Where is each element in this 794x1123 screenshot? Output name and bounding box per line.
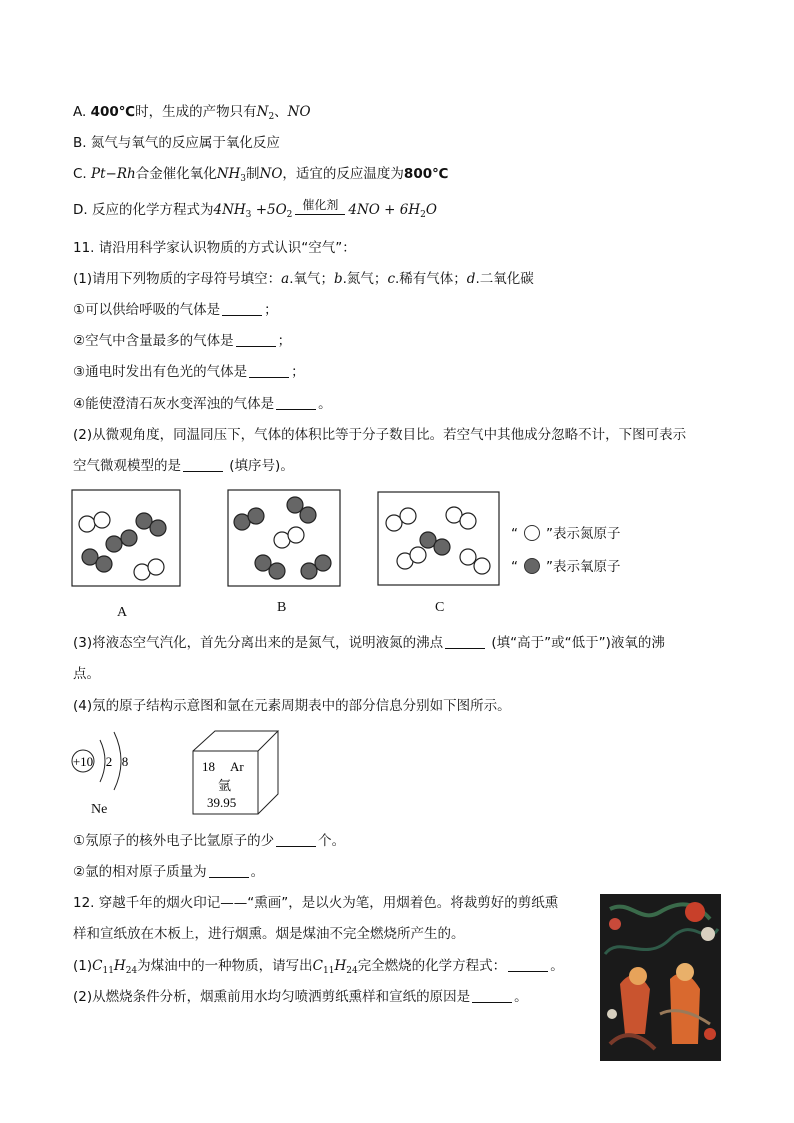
- answer-blank[interactable]: [236, 332, 276, 347]
- answer-blank[interactable]: [222, 301, 262, 316]
- neon-atom-diagram: [70, 726, 150, 796]
- answer-blank[interactable]: [472, 988, 512, 1003]
- q11-subq2: ②空气中含量最多的气体是 ；: [73, 333, 292, 349]
- smoke-painting-image: [600, 894, 721, 1061]
- q11-part4-subq1: ①氖原子的核外电子比氩原子的少 个。: [73, 833, 346, 849]
- nitrogen-atom-icon: [524, 525, 540, 541]
- answer-blank[interactable]: [276, 832, 316, 847]
- ne-symbol: Ne: [91, 802, 108, 817]
- answer-blank[interactable]: [249, 363, 289, 378]
- q11-part4-intro: (4)氖的原子结构示意图和氩在元素周期表中的部分信息分别如下图所示。: [73, 698, 511, 714]
- ne-nucleus: +10: [72, 754, 94, 769]
- formula-n2: $N_2$: [256, 104, 275, 122]
- answer-blank[interactable]: [209, 863, 249, 878]
- q11-part1-intro: (1)请用下列物质的字母符号填空：a.氧气；b.氮气；c.稀有气体；d.二氧化碳: [73, 271, 534, 287]
- q11-subq1: ①可以供给呼吸的气体是 ；: [73, 302, 278, 318]
- model-label-c: C: [435, 600, 445, 615]
- formula-no: NO: [287, 104, 311, 120]
- ar-symbol: Ar: [230, 759, 244, 774]
- q12-part1: $(1)C_{11}H_{24}$为煤油中的一种物质，请写出$C_{11}H_{24}$完全燃烧的化学方程式： 。: [73, 958, 564, 976]
- option-c: C. Pt−Rh合金催化氧化$NH_3$制NO，适宜的反应温度为800℃: [73, 166, 449, 184]
- answer-blank[interactable]: [183, 457, 223, 472]
- ne-shell1: 2: [105, 754, 113, 769]
- formula-no: NO: [259, 166, 283, 182]
- catalyst-condition: 催化剂: [295, 201, 345, 221]
- molecule-models-figure: [70, 488, 510, 593]
- q12-line1: 12. 穿越千年的烟火印记——“熏画”，是以火为笔，用烟着色。将裁剪好的剪纸熏: [73, 895, 559, 911]
- q11-part4-subq2: ②氩的相对原子质量为 。: [73, 864, 265, 880]
- q12-line2: 样和宣纸放在木板上，进行烟熏。烟是煤油不完全燃烧所产生的。: [73, 926, 465, 942]
- temperature-400: 400℃: [90, 104, 136, 120]
- ar-name: 氩: [218, 779, 232, 794]
- q11-part2-line1: (2)从微观角度，同温同压下，气体的体积比等于分子数目比。若空气中其他成分忽略不计，下图可表示: [73, 427, 687, 443]
- formula-pt-rh: Pt−Rh: [91, 166, 136, 182]
- temperature-800: 800℃: [403, 166, 449, 182]
- answer-blank[interactable]: [276, 395, 316, 410]
- ar-mass: 39.95: [207, 795, 237, 810]
- q11-part3-line1: (3)将液态空气汽化，首先分离出来的是氮气，说明液氮的沸点 (填“高于”或“低于”)液氧的沸: [73, 635, 665, 651]
- model-label-a: A: [117, 605, 128, 620]
- ar-atomic-number: 18: [202, 759, 215, 774]
- legend-oxygen: “ ”表示氧原子: [511, 559, 621, 575]
- q11-subq4: ④能使澄清石灰水变浑浊的气体是 。: [73, 396, 332, 412]
- option-d: D. 反应的化学方程式为$4NH_3 +5O_2$ 催化剂 $4NO + 6H_2O$: [73, 197, 437, 220]
- q12-part2: (2)从燃烧条件分析，烟熏前用水均匀喷洒剪纸熏样和宣纸的原因是 。: [73, 989, 528, 1005]
- answer-blank[interactable]: [508, 957, 548, 972]
- equation: $4NH_3 +5O_2$ 催化剂 $4NO + 6H_2O$: [213, 197, 437, 220]
- legend-nitrogen: “ ”表示氮原子: [511, 526, 621, 542]
- ne-shell2: 8: [121, 754, 129, 769]
- argon-element-box: [190, 728, 282, 818]
- answer-blank[interactable]: [445, 634, 485, 649]
- q11-title: 11. 请沿用科学家认识物质的方式认识“空气”：: [73, 240, 356, 256]
- model-label-b: B: [277, 600, 287, 615]
- q11-part3-line2: 点。: [73, 666, 100, 682]
- option-a: A. 400℃时，生成的产物只有$N_2$、NO: [73, 104, 311, 122]
- oxygen-atom-icon: [524, 558, 540, 574]
- q11-subq3: ③通电时发出有色光的气体是 ；: [73, 364, 305, 380]
- option-b: B. 氮气与氧气的反应属于氧化反应: [73, 135, 280, 151]
- formula-nh3: $NH_3$: [216, 166, 247, 184]
- q11-part2-line2: 空气微观模型的是 (填序号)。: [73, 458, 294, 474]
